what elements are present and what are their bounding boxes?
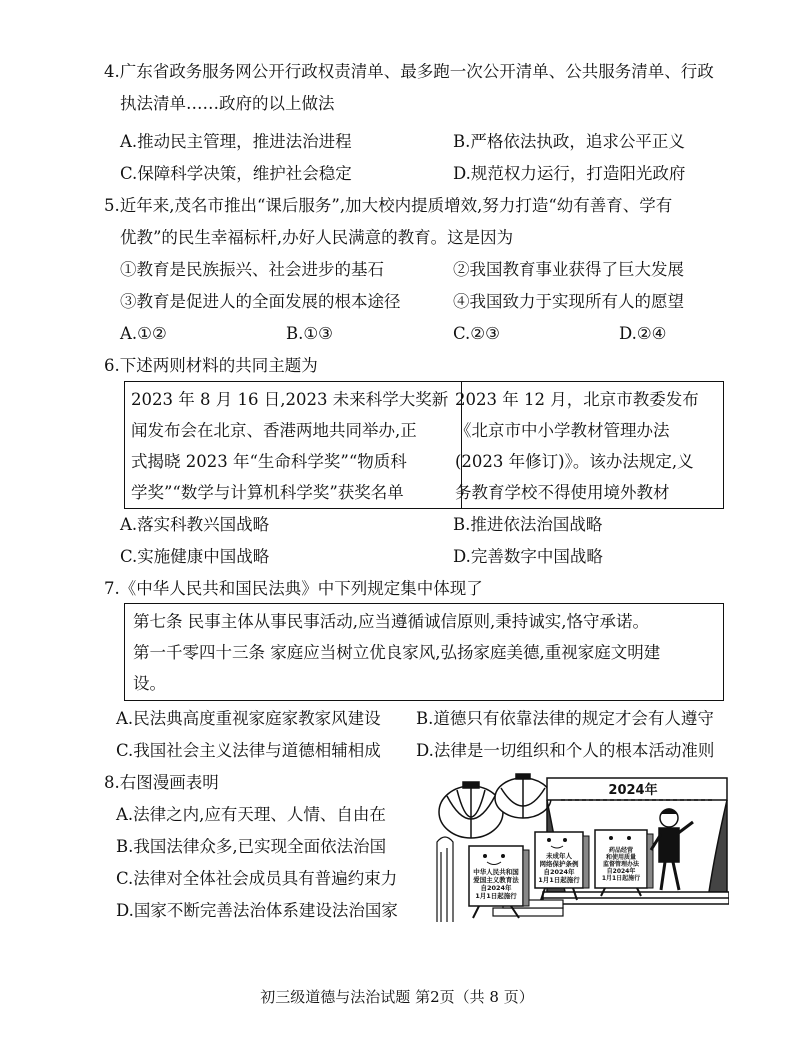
q7-article-1043: 第一千零四十三条 家庭应当树立优良家风,弘扬家庭美德,重视家庭文明建 [133, 643, 661, 662]
q5-option-d[interactable]: D.②④ [619, 324, 667, 343]
q6-option-a[interactable]: A.落实科教兴国战略 [120, 515, 270, 534]
book3-line: 1月1日起施行 [601, 875, 641, 882]
q8-option-d[interactable]: D.国家不断完善法治体系建设法治国家 [116, 901, 398, 920]
q4-option-a[interactable]: A.推动民主管理，推进法治进程 [120, 132, 352, 151]
q7-option-d[interactable]: D.法律是一切组织和个人的根本活动准则 [416, 741, 715, 760]
book1-line: 1月1日起施行 [475, 892, 517, 900]
q6-right-line: (2023 年修订)》。该办法规定,义 [455, 452, 694, 471]
q5-option-a[interactable]: A.①② [120, 324, 167, 343]
book3-line: 和使用质量 [605, 854, 637, 861]
q6-left-line: 学奖”“数学与计算机科学奖”获奖名单 [131, 483, 404, 502]
book-figure [595, 830, 653, 896]
q7-material-box [124, 603, 724, 701]
q6-left-line: 2023 年 8 月 16 日,2023 未来科学大奖新 [131, 390, 449, 409]
book2-line: 未成年人 [546, 852, 572, 860]
book2-line: 1月1日起施行 [538, 876, 580, 884]
question-8-stem: 8.右图漫画表明 [104, 773, 219, 792]
q6-right-line: 务教育学校不得使用境外教材 [455, 483, 670, 502]
page-footer: 初三级道德与法治试题 第2页（共 8 页） [260, 988, 534, 1006]
q4-option-c[interactable]: C.保障科学决策，维护社会稳定 [120, 164, 352, 183]
cartoon-illustration [433, 772, 729, 924]
q7-article-7: 第七条 民事主体从事民事活动,应当遵循诚信原则,秉持诚实,恪守承诺。 [133, 612, 649, 631]
question-4 [104, 56, 744, 120]
q6-left-line: 闻发布会在北京、香港两地共同举办,正 [131, 421, 417, 440]
q8-option-a[interactable]: A.法律之内,应有天理、人情、自由在 [116, 805, 386, 824]
q8-option-b[interactable]: B.我国法律众多,已实现全面依法治国 [116, 837, 387, 856]
cartoon-banner: 2024年 [608, 783, 658, 798]
lantern-icon [495, 774, 551, 818]
q6-right-line: 《北京市中小学教材管理办法 [455, 421, 670, 440]
q7-article-1043-cont: 设。 [133, 674, 166, 693]
book3-line: 自2024年 [606, 868, 636, 875]
book3-line: 药品经营 [608, 847, 634, 854]
q6-option-d[interactable]: D.完善数字中国战略 [453, 547, 603, 566]
question-6-stem: 6.下述两则材料的共同主题为 [104, 356, 318, 375]
q6-material-left [125, 382, 462, 508]
tree-icon [437, 837, 453, 922]
q6-material-box [124, 381, 724, 509]
q5-option-b[interactable]: B.①③ [286, 324, 333, 343]
q6-right-line: 2023 年 12 月，北京市教委发布 [455, 390, 699, 409]
lantern-icon [439, 782, 503, 838]
book2-line: 自2024年 [543, 868, 575, 876]
book1-line: 中华人民共和国 [473, 868, 519, 876]
q7-option-c[interactable]: C.我国社会主义法律与道德相辅相成 [116, 741, 381, 760]
question-5 [104, 190, 744, 254]
q7-option-a[interactable]: A.民法典高度重视家庭家教家风建设 [116, 709, 381, 728]
question-4-stem-line1: 4.广东省政务服务网公开行政权责清单、最多跑一次公开清单、公共服务清单、行政 [104, 62, 714, 81]
question-7-stem: 7.《中华人民共和国民法典》中下列规定集中体现了 [104, 579, 483, 598]
q5-statement-2: ②我国教育事业获得了巨大发展 [453, 260, 684, 279]
book3-line: 监督管理办法 [602, 861, 640, 868]
q5-statement-4: ④我国致力于实现所有人的愿望 [453, 292, 684, 311]
question-5-stem-line1: 5.近年来,茂名市推出“课后服务”,加大校内提质增效,努力打造“幼有善育、学有 [104, 196, 673, 215]
question-4-stem-line2: 执法清单……政府的以上做法 [120, 94, 335, 113]
q6-material-right [449, 382, 723, 508]
q7-option-b[interactable]: B.道德只有依靠法律的规定才会有人遵守 [416, 709, 714, 728]
question-5-stem-line2: 优教”的民生幸福标杆,办好人民满意的教育。这是因为 [120, 228, 514, 247]
book1-line: 爱国主义教育法 [473, 876, 519, 884]
presenter-figure [651, 809, 693, 890]
q4-option-d[interactable]: D.规范权力运行，打造阳光政府 [453, 164, 686, 183]
book1-line: 自2024年 [480, 884, 512, 892]
q4-option-b[interactable]: B.严格依法执政，追求公平正义 [453, 132, 685, 151]
q5-statement-1: ①教育是民族振兴、社会进步的基石 [120, 260, 384, 279]
q6-left-line: 式揭晓 2023 年“生命科学奖”“物质科 [131, 452, 407, 471]
book2-line: 网络保护条例 [539, 860, 579, 868]
q5-statement-3: ③教育是促进人的全面发展的根本途径 [120, 292, 401, 311]
q5-option-c[interactable]: C.②③ [453, 324, 500, 343]
q6-option-b[interactable]: B.推进依法治国战略 [453, 515, 603, 534]
q8-option-c[interactable]: C.法律对全体社会成员具有普遍约束力 [116, 869, 398, 888]
q6-option-c[interactable]: C.实施健康中国战略 [120, 547, 270, 566]
